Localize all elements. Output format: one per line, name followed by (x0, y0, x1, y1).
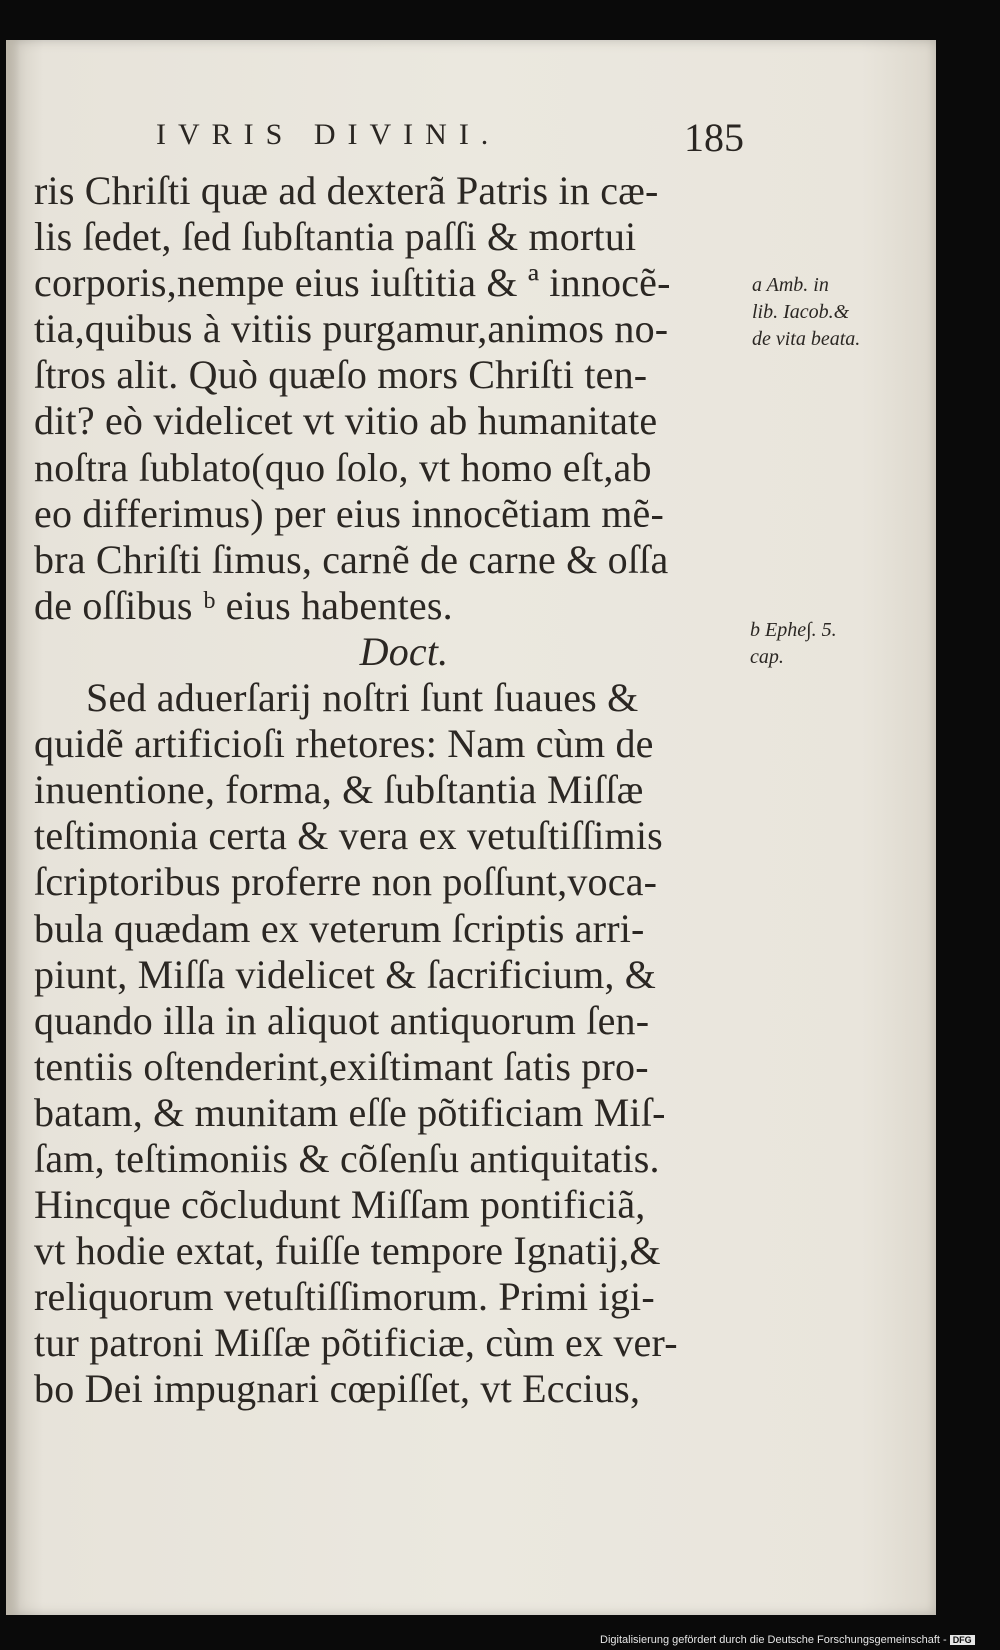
text-line: de oſſibus ᵇ eius habentes. (34, 582, 453, 628)
credit-text: Digitalisierung gefördert durch die Deutsche Forschungsgemeinschaft - (600, 1634, 947, 1646)
text-line: corporis,nempe eius iuſtitia & ª innocẽ- (34, 260, 671, 306)
text-line: noſtra ſublato(quo ſolo, vt homo eſt,ab (34, 444, 652, 490)
section-heading: Doct. (359, 628, 449, 674)
page-number: 185 (684, 115, 744, 160)
text-line: teſtimonia certa & vera ex vetuſtiſſimis (34, 813, 663, 859)
marginal-note-line: b Ephe∫. 5. (750, 619, 837, 641)
marginal-note-line: de vita beata. (752, 328, 861, 350)
text-line: Hincque cõcludunt Miſſam pontificiã, (34, 1182, 646, 1228)
text-line: tur patroni Miſſæ põtificiæ, cùm ex ver- (34, 1320, 678, 1366)
text-line: tentiis oſtenderint,exiſtimant ſatis pro- (34, 1043, 649, 1089)
text-line: Sed aduerſarij noſtri ſunt ſuaues & (86, 675, 639, 721)
text-line: lis ſedet, ſed ſubſtantia paſſi & mortui (34, 214, 637, 260)
body-text (34, 168, 734, 1413)
text-line: reliquorum vetuſtiſſimorum. Primi igi- (34, 1274, 655, 1320)
text-line: ſtros alit. Quò quæſo mors Chriſti ten- (34, 352, 648, 398)
marginal-note-line: cap. (750, 646, 784, 668)
marginal-note-line: a Amb. in (752, 274, 829, 296)
text-line: dit? eò videlicet vt vitio ab humanitate (34, 398, 658, 444)
text-line: ſam, teſtimoniis & cõſenſu antiquitatis. (34, 1135, 660, 1181)
text-line: bra Chriſti ſimus, carnẽ de carne & oſſa (34, 536, 669, 582)
text-line: vt hodie extat, fuiſſe tempore Ignatij,& (34, 1228, 661, 1274)
dfg-logo: DFG (950, 1635, 975, 1645)
marginal-note-line: lib. Iacob.& (752, 301, 850, 323)
text-line: bo Dei impugnari cœpiſſet, vt Eccius, (34, 1366, 641, 1412)
text-line: tia,quibus à vitiis purgamur,animos no- (34, 306, 669, 352)
text-line: ſcriptoribus proferre non poſſunt,voca- (34, 859, 658, 905)
running-title: IVRIS DIVINI. (156, 118, 501, 151)
digitization-credit (600, 1634, 975, 1646)
page-gutter-shadow (6, 40, 20, 1615)
book-page (6, 40, 936, 1615)
text-line: quando illa in aliquot antiquorum ſen- (34, 997, 650, 1043)
text-line: ris Chriſti quæ ad dexterã Patris in cæ- (34, 168, 659, 213)
text-line: bula quædam ex veterum ſcriptis arri- (34, 905, 645, 951)
text-line: eo differimus) per eius innocẽtiam mẽ- (34, 490, 664, 536)
text-line: piunt, Miſſa videlicet & ſacrificium, & (34, 951, 657, 997)
text-line: quidẽ artificioſi rhetores: Nam cùm de (34, 721, 654, 767)
marginal-note-a (752, 273, 860, 354)
text-line: inuentione, forma, & ſubſtantia Miſſæ (34, 767, 644, 813)
marginal-note-b (750, 618, 837, 672)
text-line: batam, & munitam eſſe põtificiam Miſ- (34, 1089, 666, 1135)
